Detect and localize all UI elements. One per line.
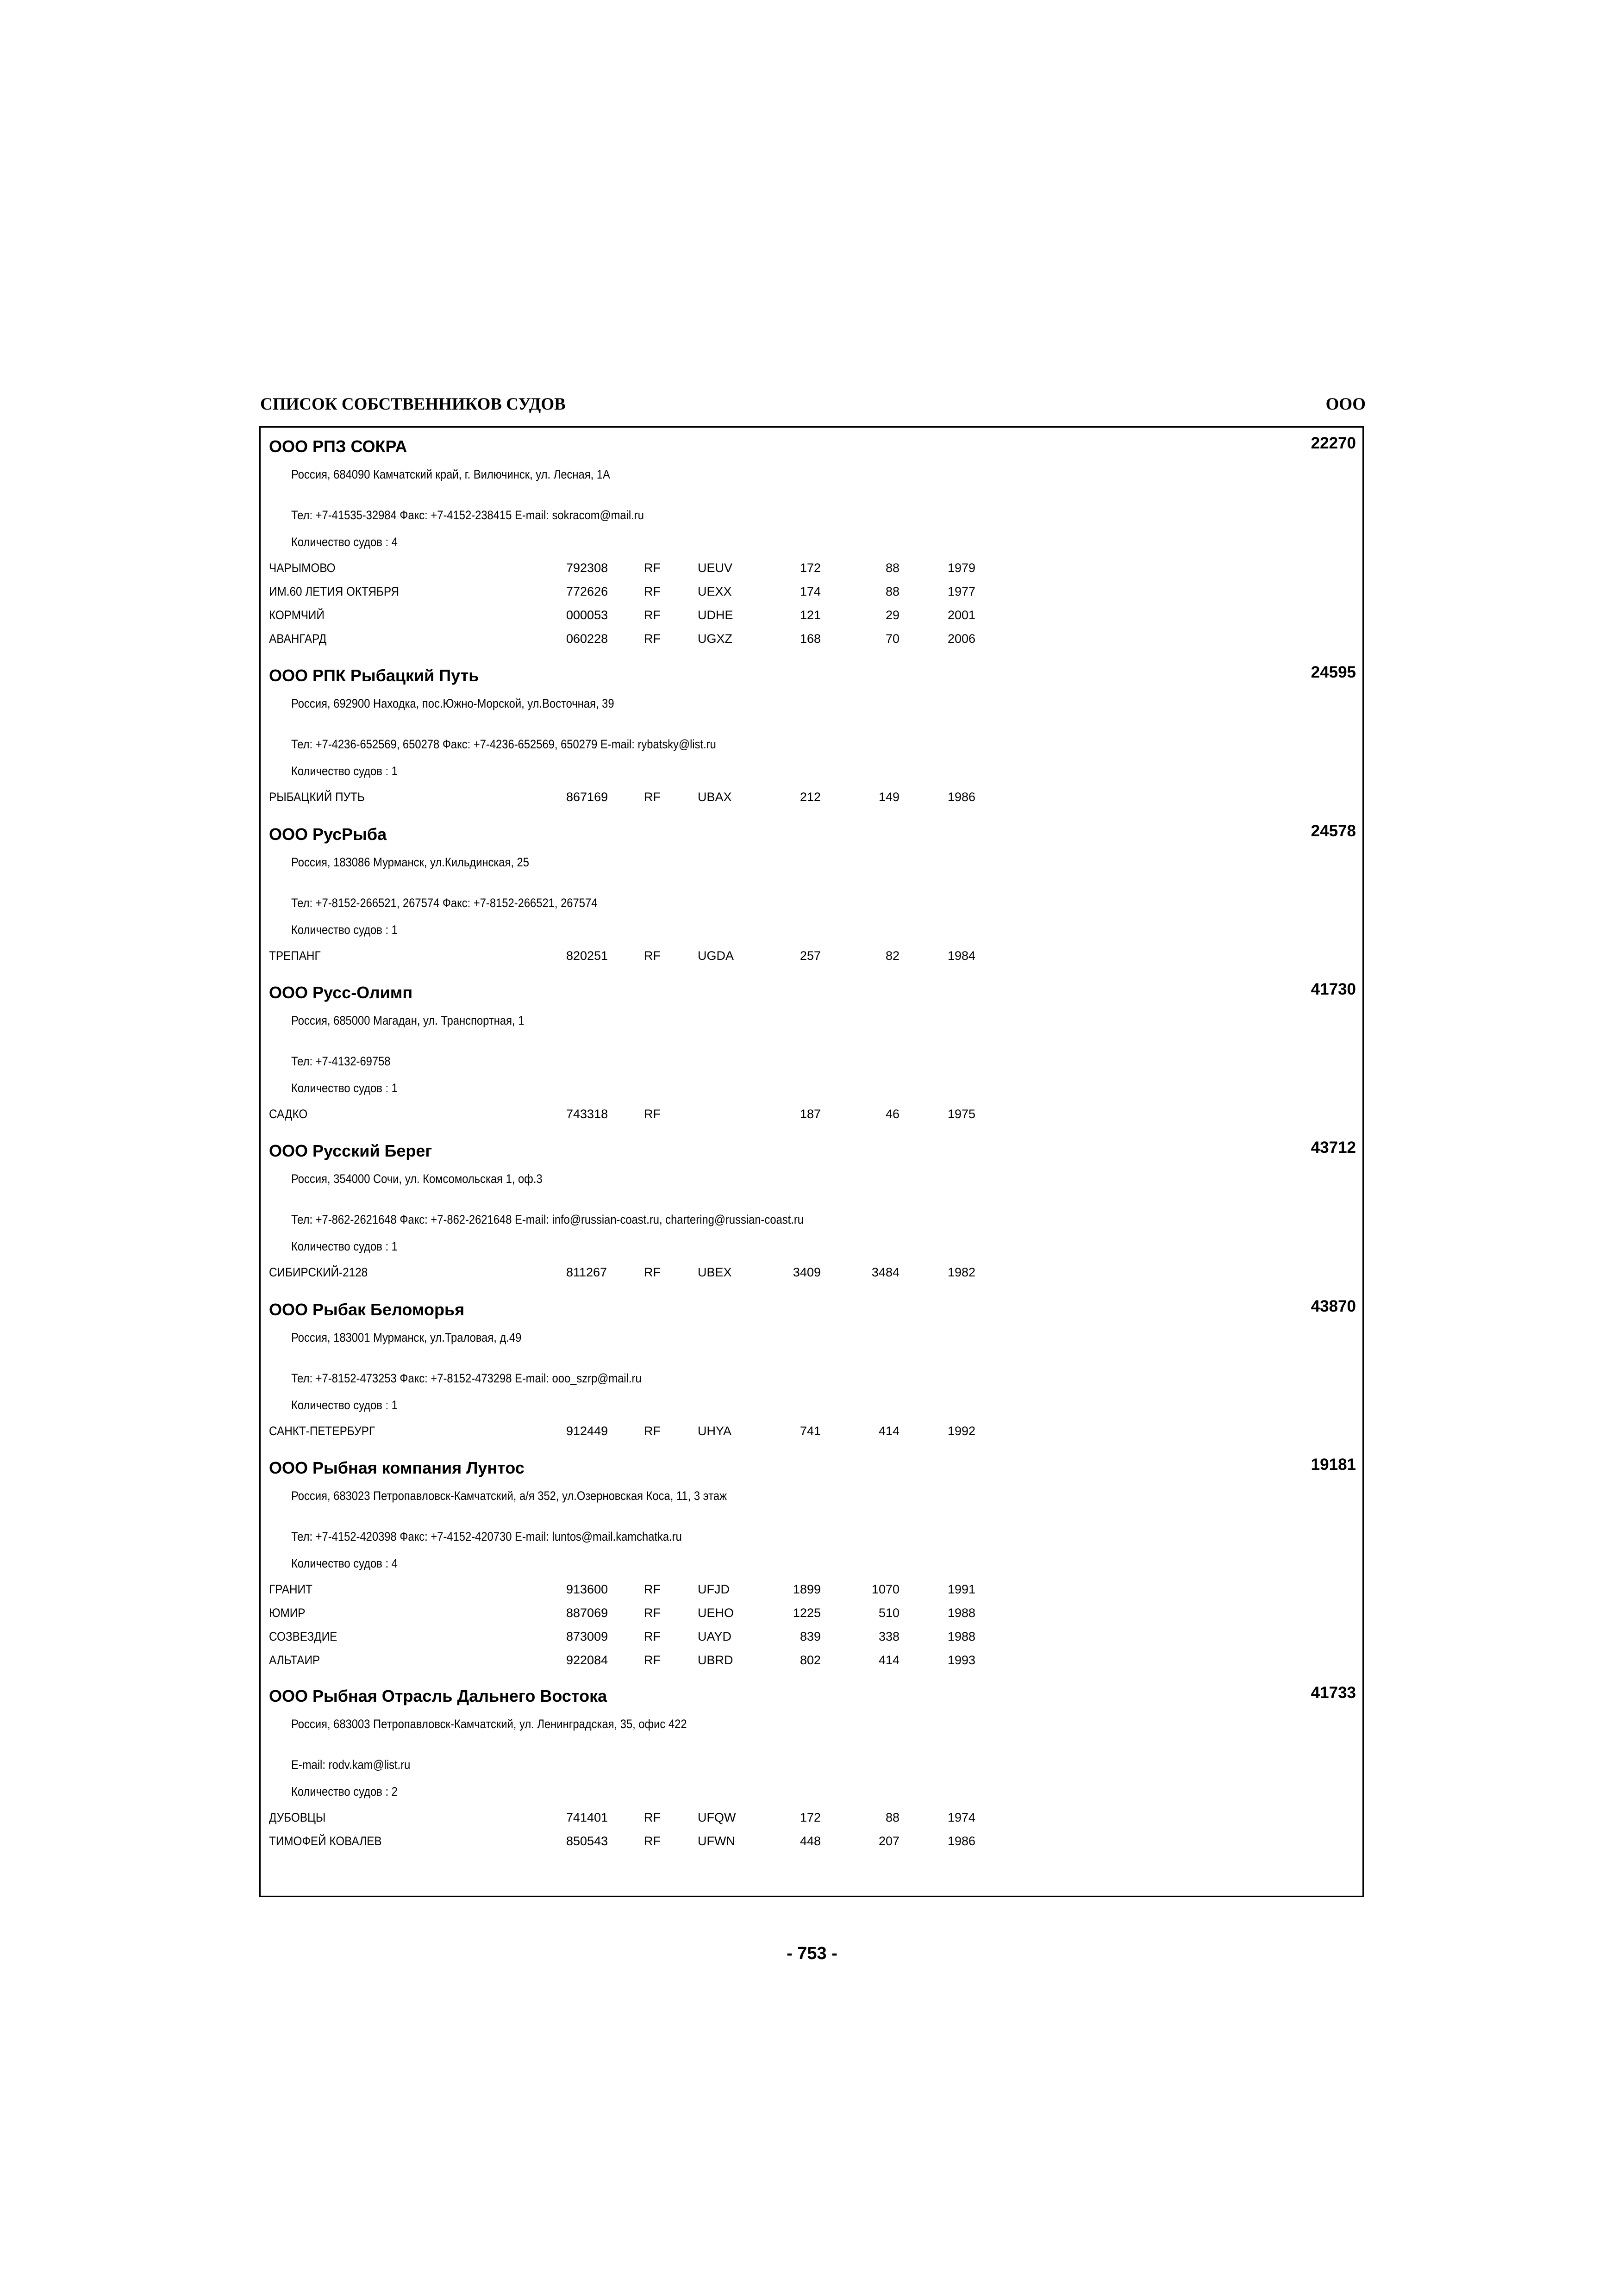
owner-name: ООО РусРыба xyxy=(269,825,387,844)
vessel-row xyxy=(261,790,1362,814)
owner-contacts: Тел: +7-8152-473253 Факс: +7-8152-473298 E-mail: ooo_szrp@mail.ru xyxy=(291,1371,642,1385)
vessel-row xyxy=(261,1630,1362,1653)
vessel-number: 850543 xyxy=(566,1834,608,1848)
owner-entry xyxy=(261,1677,1362,1848)
vessel-gross-tonnage: 168 xyxy=(800,632,821,646)
vessel-list xyxy=(261,1265,1362,1289)
vessel-row xyxy=(261,585,1362,608)
owners-frame xyxy=(259,426,1364,1897)
vessel-callsign: UGXZ xyxy=(698,632,733,646)
vessel-gross-tonnage: 741 xyxy=(800,1424,821,1438)
owner-contacts: E-mail: rodv.kam@list.ru xyxy=(291,1758,411,1772)
vessel-net-tonnage: 88 xyxy=(885,1811,899,1824)
vessel-name: ИМ.60 ЛЕТИЯ ОКТЯБРЯ xyxy=(269,585,400,598)
owner-id: 41733 xyxy=(1311,1684,1356,1702)
vessel-year: 1982 xyxy=(948,1265,976,1279)
page-number: - 753 - xyxy=(787,1944,837,1963)
vessel-flag: RF xyxy=(644,608,661,622)
vessel-year: 2001 xyxy=(948,608,976,622)
vessel-name: ЧАРЫМОВО xyxy=(269,561,336,575)
vessel-callsign: UAYD xyxy=(698,1630,732,1643)
vessel-flag: RF xyxy=(644,790,661,804)
owner-entry xyxy=(261,815,1362,964)
owner-name: ООО Рыбная Отрасль Дальнего Востока xyxy=(269,1686,607,1705)
vessel-number: 873009 xyxy=(566,1630,608,1643)
vessel-flag: RF xyxy=(644,1265,661,1279)
vessel-gross-tonnage: 839 xyxy=(800,1630,821,1643)
vessel-net-tonnage: 70 xyxy=(885,632,899,646)
vessel-name: САНКТ-ПЕТЕРБУРГ xyxy=(269,1424,375,1438)
owner-address: Россия, 683003 Петропавловск-Камчатский, ул. Ленинградская, 35, офис 422 xyxy=(291,1717,687,1731)
vessel-callsign: UEHO xyxy=(698,1606,734,1620)
owner-entry xyxy=(261,1449,1362,1667)
vessel-gross-tonnage: 174 xyxy=(800,585,821,598)
vessel-name: АЛЬТАИР xyxy=(269,1653,320,1667)
vessel-year: 1986 xyxy=(948,790,976,804)
vessel-name: ДУБОВЦЫ xyxy=(269,1811,326,1824)
vessel-count: Количество судов : 4 xyxy=(291,1556,398,1570)
vessel-net-tonnage: 88 xyxy=(885,561,899,575)
vessel-name: КОРМЧИЙ xyxy=(269,608,325,622)
vessel-list xyxy=(261,1582,1362,1677)
vessel-list xyxy=(261,561,1362,655)
vessel-callsign: UGDA xyxy=(698,949,734,963)
vessel-name: САДКО xyxy=(269,1107,308,1121)
vessel-number: 867169 xyxy=(566,790,608,804)
vessel-number: 887069 xyxy=(566,1606,608,1620)
vessel-callsign: UEUV xyxy=(698,561,733,575)
vessel-gross-tonnage: 172 xyxy=(800,561,821,575)
vessel-net-tonnage: 414 xyxy=(878,1653,899,1667)
vessel-number: 060228 xyxy=(566,632,608,646)
vessel-name: ТРЕПАНГ xyxy=(269,949,321,963)
owner-contacts: Тел: +7-4132-69758 xyxy=(291,1054,391,1068)
owner-name: ООО Русский Берег xyxy=(269,1141,432,1160)
vessel-gross-tonnage: 3409 xyxy=(793,1265,821,1279)
owner-id: 43712 xyxy=(1311,1139,1356,1157)
vessel-callsign: UFQW xyxy=(698,1811,736,1824)
page-header-code: ООО xyxy=(1325,395,1366,414)
vessel-net-tonnage: 207 xyxy=(878,1834,899,1848)
vessel-count: Количество судов : 1 xyxy=(291,764,398,778)
vessel-row xyxy=(261,1265,1362,1289)
vessel-flag: RF xyxy=(644,1606,661,1620)
owner-entry xyxy=(261,1132,1362,1280)
owner-name: ООО Рыбак Беломорья xyxy=(269,1300,465,1319)
vessel-callsign: UFWN xyxy=(698,1834,735,1848)
vessel-number: 741401 xyxy=(566,1811,608,1824)
vessel-row xyxy=(261,1107,1362,1131)
owner-id: 22270 xyxy=(1311,434,1356,452)
vessel-callsign: UHYA xyxy=(698,1424,732,1438)
vessel-count: Количество судов : 2 xyxy=(291,1785,398,1798)
owner-id: 41730 xyxy=(1311,980,1356,998)
vessel-net-tonnage: 338 xyxy=(878,1630,899,1643)
vessel-list xyxy=(261,790,1362,814)
vessel-row xyxy=(261,561,1362,585)
page-header-title: СПИСОК СОБСТВЕННИКОВ СУДОВ xyxy=(260,395,566,414)
vessel-row xyxy=(261,1834,1362,1858)
vessel-year: 1974 xyxy=(948,1811,976,1824)
vessel-year: 1984 xyxy=(948,949,976,963)
owner-name: ООО РПК Рыбацкий Путь xyxy=(269,666,479,685)
vessel-flag: RF xyxy=(644,1653,661,1667)
vessel-row xyxy=(261,1811,1362,1834)
vessel-net-tonnage: 149 xyxy=(878,790,899,804)
vessel-row xyxy=(261,632,1362,655)
vessel-gross-tonnage: 448 xyxy=(800,1834,821,1848)
vessel-year: 1977 xyxy=(948,585,976,598)
vessel-year: 1975 xyxy=(948,1107,976,1121)
owner-contacts: Тел: +7-41535-32984 Факс: +7-4152-238415 E-mail: sokracom@mail.ru xyxy=(291,508,644,522)
owner-contacts: Тел: +7-8152-266521, 267574 Факс: +7-8152-266521, 267574 xyxy=(291,896,598,910)
vessel-callsign: UBRD xyxy=(698,1653,733,1667)
vessel-row xyxy=(261,1606,1362,1630)
vessel-list xyxy=(261,1811,1362,1858)
owner-id: 43870 xyxy=(1311,1297,1356,1315)
vessel-count: Количество судов : 1 xyxy=(291,1081,398,1095)
vessel-flag: RF xyxy=(644,1582,661,1596)
vessel-gross-tonnage: 802 xyxy=(800,1653,821,1667)
vessel-name: АВАНГАРД xyxy=(269,632,327,646)
vessel-gross-tonnage: 212 xyxy=(800,790,821,804)
vessel-count: Количество судов : 4 xyxy=(291,535,398,549)
vessel-name: СОЗВЕЗДИЕ xyxy=(269,1630,337,1643)
vessel-callsign: UEXX xyxy=(698,585,732,598)
vessel-year: 1991 xyxy=(948,1582,976,1596)
vessel-net-tonnage: 88 xyxy=(885,585,899,598)
vessel-gross-tonnage: 121 xyxy=(800,608,821,622)
vessel-count: Количество судов : 1 xyxy=(291,1239,398,1253)
vessel-row xyxy=(261,608,1362,632)
vessel-gross-tonnage: 187 xyxy=(800,1107,821,1121)
owner-entry xyxy=(261,428,1362,646)
vessel-gross-tonnage: 1899 xyxy=(793,1582,821,1596)
vessel-year: 1992 xyxy=(948,1424,976,1438)
vessel-name: ГРАНИТ xyxy=(269,1582,312,1596)
vessel-number: 913600 xyxy=(566,1582,608,1596)
vessel-net-tonnage: 414 xyxy=(878,1424,899,1438)
vessel-name: ТИМОФЕЙ КОВАЛЕВ xyxy=(269,1834,382,1848)
owner-entry xyxy=(261,657,1362,805)
vessel-year: 1988 xyxy=(948,1630,976,1643)
vessel-flag: RF xyxy=(644,1811,661,1824)
vessel-name: РЫБАЦКИЙ ПУТЬ xyxy=(269,790,365,804)
vessel-gross-tonnage: 172 xyxy=(800,1811,821,1824)
owner-id: 19181 xyxy=(1311,1456,1356,1474)
vessel-net-tonnage: 1070 xyxy=(871,1582,899,1596)
vessel-flag: RF xyxy=(644,632,661,646)
owner-contacts: Тел: +7-4152-420398 Факс: +7-4152-420730 E-mail: luntos@mail.kamchatka.ru xyxy=(291,1530,682,1543)
vessel-number: 000053 xyxy=(566,608,608,622)
vessel-flag: RF xyxy=(644,1107,661,1121)
vessel-flag: RF xyxy=(644,1424,661,1438)
vessel-year: 1988 xyxy=(948,1606,976,1620)
owner-id: 24595 xyxy=(1311,663,1356,681)
vessel-row xyxy=(261,1582,1362,1606)
vessel-net-tonnage: 29 xyxy=(885,608,899,622)
vessel-name: ЮМИР xyxy=(269,1606,306,1620)
vessel-list xyxy=(261,1107,1362,1131)
vessel-flag: RF xyxy=(644,1630,661,1643)
owner-address: Россия, 183001 Мурманск, ул.Траловая, д.49 xyxy=(291,1331,522,1344)
owner-name: ООО РПЗ СОКРА xyxy=(269,437,407,456)
vessel-net-tonnage: 82 xyxy=(885,949,899,963)
vessel-number: 820251 xyxy=(566,949,608,963)
vessel-gross-tonnage: 257 xyxy=(800,949,821,963)
vessel-callsign: UDHE xyxy=(698,608,733,622)
owner-address: Россия, 684090 Камчатский край, г. Вилючинск, ул. Лесная, 1А xyxy=(291,467,610,481)
vessel-flag: RF xyxy=(644,1834,661,1848)
vessel-flag: RF xyxy=(644,585,661,598)
vessel-number: 772626 xyxy=(566,585,608,598)
owner-contacts: Тел: +7-4236-652569, 650278 Факс: +7-4236-652569, 650279 E-mail: rybatsky@list.ru xyxy=(291,737,716,751)
vessel-net-tonnage: 510 xyxy=(878,1606,899,1620)
vessel-row xyxy=(261,1424,1362,1448)
owner-address: Россия, 183086 Мурманск, ул.Кильдинская, 25 xyxy=(291,855,529,869)
vessel-name: СИБИРСКИЙ-2128 xyxy=(269,1265,368,1279)
vessel-year: 1993 xyxy=(948,1653,976,1667)
owner-address: Россия, 685000 Магадан, ул. Транспортная, 1 xyxy=(291,1014,525,1027)
vessel-list xyxy=(261,949,1362,972)
owner-address: Россия, 692900 Находка, пос.Южно-Морской, ул.Восточная, 39 xyxy=(291,697,614,710)
vessel-number: 922084 xyxy=(566,1653,608,1667)
vessel-row xyxy=(261,949,1362,972)
vessel-number: 912449 xyxy=(566,1424,608,1438)
vessel-number: 811267 xyxy=(566,1265,607,1279)
owner-address: Россия, 354000 Сочи, ул. Комсомольская 1, оф.3 xyxy=(291,1172,543,1186)
owner-contacts: Тел: +7-862-2621648 Факс: +7-862-2621648 E-mail: info@russian-coast.ru, chartering@russian-coast.ru xyxy=(291,1213,804,1226)
vessel-year: 2006 xyxy=(948,632,976,646)
vessel-count: Количество судов : 1 xyxy=(291,923,398,937)
vessel-net-tonnage: 3484 xyxy=(871,1265,899,1279)
owner-id: 24578 xyxy=(1311,822,1356,840)
vessel-count: Количество судов : 1 xyxy=(291,1398,398,1412)
vessel-number: 743318 xyxy=(566,1107,608,1121)
owner-entry xyxy=(261,974,1362,1122)
owner-name: ООО Рыбная компания Лунтос xyxy=(269,1458,525,1477)
vessel-flag: RF xyxy=(644,561,661,575)
vessel-year: 1979 xyxy=(948,561,976,575)
vessel-flag: RF xyxy=(644,949,661,963)
vessel-callsign: UBEX xyxy=(698,1265,732,1279)
owner-name: ООО Русс-Олимп xyxy=(269,983,413,1002)
vessel-net-tonnage: 46 xyxy=(885,1107,899,1121)
vessel-callsign: UBAX xyxy=(698,790,732,804)
owner-address: Россия, 683023 Петропавловск-Камчатский, а/я 352, ул.Озерновская Коса, 11, 3 этаж xyxy=(291,1489,727,1503)
vessel-callsign: UFJD xyxy=(698,1582,730,1596)
vessel-gross-tonnage: 1225 xyxy=(793,1606,821,1620)
vessel-number: 792308 xyxy=(566,561,608,575)
vessel-list xyxy=(261,1424,1362,1448)
vessel-row xyxy=(261,1653,1362,1677)
vessel-year: 1986 xyxy=(948,1834,976,1848)
owner-entry xyxy=(261,1291,1362,1439)
